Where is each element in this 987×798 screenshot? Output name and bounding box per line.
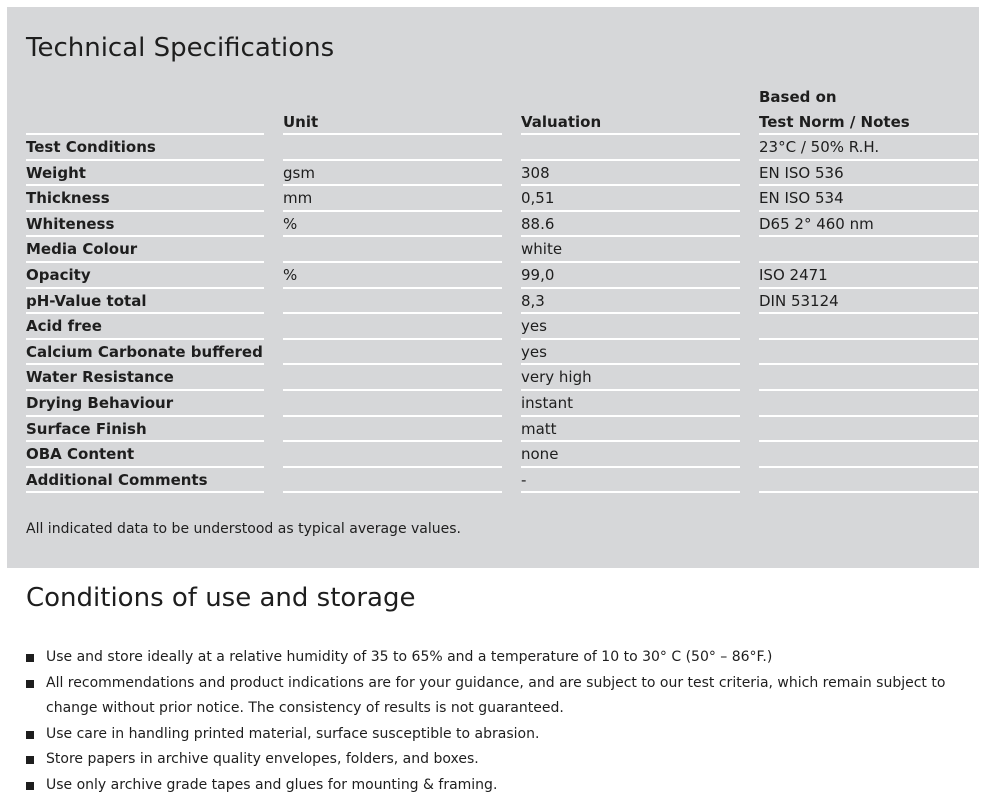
row-value: 88.6 bbox=[521, 214, 555, 233]
table-rule bbox=[521, 133, 740, 135]
table-rule bbox=[521, 287, 740, 289]
table-rule bbox=[759, 389, 978, 391]
table-rule bbox=[759, 235, 978, 237]
table-rule bbox=[521, 466, 740, 468]
row-note: DIN 53124 bbox=[759, 291, 839, 310]
row-value: matt bbox=[521, 419, 557, 438]
table-rule bbox=[283, 415, 502, 417]
square-bullet-icon bbox=[26, 756, 34, 764]
condition-text: Use care in handling printed material, surface susceptible to abrasion. bbox=[46, 725, 540, 742]
row-note: EN ISO 536 bbox=[759, 163, 844, 182]
table-rule bbox=[759, 415, 978, 417]
row-value: very high bbox=[521, 368, 592, 387]
row-value: none bbox=[521, 445, 559, 464]
spec-table bbox=[7, 7, 979, 568]
row-value: instant bbox=[521, 394, 573, 412]
norm-header-line2: Test Norm / Notes bbox=[759, 113, 910, 131]
table-rule bbox=[283, 261, 502, 263]
table-rule bbox=[521, 312, 740, 314]
table-rule bbox=[283, 491, 502, 493]
table-rule bbox=[283, 312, 502, 314]
row-label: Whiteness bbox=[26, 214, 115, 233]
row-value: 308 bbox=[521, 163, 550, 182]
row-value: yes bbox=[521, 317, 547, 336]
table-rule bbox=[283, 210, 502, 212]
table-rule bbox=[759, 312, 978, 314]
row-label: Additional Comments bbox=[26, 470, 208, 489]
technical-specifications-panel bbox=[7, 7, 979, 568]
table-rule bbox=[521, 159, 740, 161]
footnote: All indicated data to be understood as typical average values. bbox=[26, 521, 461, 537]
condition-item bbox=[26, 773, 966, 798]
condition-item bbox=[26, 671, 966, 722]
condition-text: Use only archive grade tapes and glues for mounting & framing. bbox=[46, 776, 498, 793]
table-rule bbox=[521, 491, 740, 493]
row-note: D65 2° 460 nm bbox=[759, 214, 874, 233]
row-label: OBA Content bbox=[26, 445, 135, 464]
valuation-column-header: Valuation bbox=[521, 113, 602, 131]
table-rule bbox=[283, 363, 502, 365]
table-rule bbox=[759, 466, 978, 468]
square-bullet-icon bbox=[26, 782, 34, 790]
table-rule bbox=[283, 287, 502, 289]
table-rule bbox=[283, 338, 502, 340]
row-value: - bbox=[521, 470, 527, 489]
conditions-list bbox=[26, 645, 966, 798]
row-label: Thickness bbox=[26, 189, 110, 208]
row-label: Drying Behaviour bbox=[26, 394, 174, 412]
row-value: 8,3 bbox=[521, 291, 545, 310]
table-rule bbox=[283, 235, 502, 237]
table-rule bbox=[283, 159, 502, 161]
table-rule bbox=[26, 491, 264, 493]
row-value: 99,0 bbox=[521, 266, 555, 284]
row-label: Surface Finish bbox=[26, 419, 147, 438]
condition-text: Store papers in archive quality envelopes, folders, and boxes. bbox=[46, 751, 479, 767]
square-bullet-icon bbox=[26, 731, 34, 739]
table-rule bbox=[759, 363, 978, 365]
row-note: 23°C / 50% R.H. bbox=[759, 138, 880, 156]
table-rule bbox=[283, 440, 502, 442]
table-rule bbox=[759, 338, 978, 340]
row-label: Media Colour bbox=[26, 240, 138, 259]
row-unit: mm bbox=[283, 189, 313, 208]
condition-text: Use and store ideally at a relative humidity of 35 to 65% and a temperature of 10 to 30° C (50° – 86°F.) bbox=[46, 649, 773, 665]
condition-item bbox=[26, 747, 966, 773]
condition-text: All recommendations and product indications are for your guidance, and are subject to our test criteria, which remain subject to change without prior notice. The consistency of results is not guaranteed. bbox=[46, 674, 946, 716]
row-label: Opacity bbox=[26, 266, 91, 284]
row-unit: % bbox=[283, 266, 298, 284]
square-bullet-icon bbox=[26, 680, 34, 688]
unit-column-header: Unit bbox=[283, 113, 319, 131]
table-rule bbox=[283, 184, 502, 186]
conditions-title: Conditions of use and storage bbox=[26, 583, 416, 613]
spec-title: Technical Specifications bbox=[26, 33, 335, 63]
norm-header-line1: Based on bbox=[759, 88, 837, 106]
row-label: Test Conditions bbox=[26, 138, 156, 156]
row-value: 0,51 bbox=[521, 189, 555, 208]
square-bullet-icon bbox=[26, 654, 34, 662]
condition-item bbox=[26, 722, 966, 748]
row-label: Calcium Carbonate buffered bbox=[26, 342, 263, 361]
row-label: Weight bbox=[26, 163, 86, 182]
condition-item bbox=[26, 645, 966, 671]
table-rule bbox=[283, 133, 502, 135]
row-unit: % bbox=[283, 214, 298, 233]
row-label: Acid free bbox=[26, 317, 102, 336]
row-unit: gsm bbox=[283, 163, 315, 182]
table-rule bbox=[759, 491, 978, 493]
table-rule bbox=[759, 440, 978, 442]
row-label: Water Resistance bbox=[26, 368, 174, 387]
row-value: yes bbox=[521, 342, 547, 361]
row-note: EN ISO 534 bbox=[759, 189, 844, 208]
row-note: ISO 2471 bbox=[759, 266, 828, 284]
row-label: pH-Value total bbox=[26, 291, 147, 310]
table-rule bbox=[283, 466, 502, 468]
table-rule bbox=[521, 338, 740, 340]
table-rule bbox=[283, 389, 502, 391]
row-value: white bbox=[521, 240, 563, 259]
